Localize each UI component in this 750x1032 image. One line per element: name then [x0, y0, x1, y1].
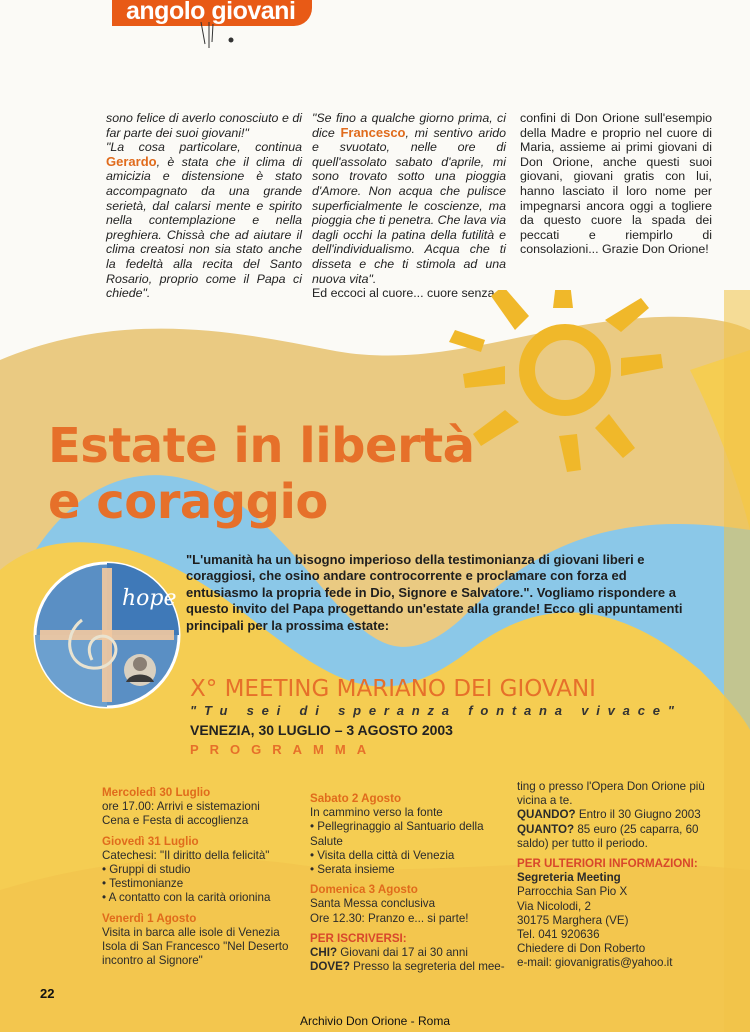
- schedule-line: In cammino verso la fonte: [310, 806, 443, 820]
- article-title-line2: e coraggio: [48, 474, 328, 530]
- meeting-dates: VENEZIA, 30 LUGLIO – 3 AGOSTO 2003: [190, 722, 453, 738]
- registration-heading: PER ISCRIVERSI:: [310, 931, 407, 945]
- schedule-line: Catechesi: "Il diritto della felicità": [102, 848, 270, 862]
- name-francesco: Francesco: [340, 124, 406, 140]
- text-column-3: [520, 111, 712, 257]
- schedule-line: • A contatto con la carità orionina: [102, 891, 271, 905]
- address-line: Via Nicolodi, 2: [517, 899, 591, 913]
- schedule-day: Domenica 3 Agosto: [310, 883, 418, 897]
- address-line: 30175 Marghera (VE): [517, 913, 629, 927]
- price-text-continued: saldo) per tutto il periodo.: [517, 836, 648, 850]
- schedule-column-1: [102, 786, 298, 968]
- schedule-line: Isola di San Francesco "Nel Deserto: [102, 940, 289, 954]
- info-line: ting o presso l'Opera Don Orione più: [517, 780, 705, 793]
- schedule-day: Venerdì 1 Agosto: [102, 911, 197, 925]
- secretary-title: Segreteria Meeting: [517, 871, 621, 885]
- meeting-title: X° MEETING MARIANO DEI GIOVANI: [190, 676, 596, 702]
- info-line: vicina a te.: [517, 794, 573, 808]
- who-text: Giovani dai 17 ai 30 anni: [337, 946, 468, 960]
- address-line: Parrocchia San Pio X: [517, 885, 628, 899]
- logo-word: hope: [122, 586, 177, 611]
- price-text: 85 euro (25 caparra, 60: [574, 822, 699, 836]
- name-gerardo: Gerardo: [106, 153, 157, 169]
- paragraph: Ed eccoci al cuore... cuore senza: [312, 286, 495, 301]
- schedule-line: • Testimonianze: [102, 877, 184, 891]
- splash-decoration: [195, 22, 245, 48]
- intro-quote: "L'umanità ha un bisogno imperioso della testimonianza di giovani liberi e coraggiosi, che osino andare controcorrente e proclamare con forza ed entusiasmo la propria fede in Dio, Signore e Salvatore.". Vogliamo rispondere a questo invito del Papa progettando un'estate alla grande! Ecco gli appuntamenti principali per la prossima estate:: [186, 552, 683, 633]
- page-number: 22: [40, 986, 55, 1001]
- schedule-line: • Gruppi di studio: [102, 863, 191, 877]
- program-label: PROGRAMMA: [190, 742, 378, 757]
- where-text: Presso la segreteria del mee-: [349, 960, 505, 974]
- hope-logo: [32, 560, 182, 710]
- where-label: DOVE?: [310, 960, 350, 974]
- archive-credit: Archivio Don Orione - Roma: [299, 1014, 451, 1028]
- schedule-day: Giovedì 31 Luglio: [102, 834, 199, 848]
- text-column-1: [106, 111, 302, 301]
- schedule-line: • Pellegrinaggio al Santuario della: [310, 820, 484, 834]
- schedule-line: • Visita della città di Venezia: [310, 848, 455, 862]
- paragraph: confini di Don Orione sull'esempio della Madre e proprio nel cuore di Maria, assieme ai primi giovani di Don Orione, anche questi suoi giovani, giovani gratis con lui, hanno lasciato il loro nome per impegnarsi ancora oggi a togliere da questo cuore la spada dei peccati e riempirlo di consolazioni... Grazie Don Orione!: [520, 111, 712, 257]
- schedule-column-2: [310, 792, 508, 974]
- text-span: , mi sentivo arido e svuotato, nelle ore di quell'assolato sabato d'aprile, mi sono trovato sotto una pioggia d'Amore. Non acqua che pulisce superficialmente le coscienze, ma pioggia che ti penetra. Che lava via dagli occhi la patina della futilità e dell'individualismo. Acqua che ti disseta e che ti stimola ad una nuova vita".: [312, 125, 506, 286]
- schedule-line: • Serata insieme: [310, 863, 395, 877]
- schedule-line: Santa Messa conclusiva: [310, 897, 436, 911]
- schedule-line: incontro al Signore": [102, 954, 203, 968]
- schedule-column-3: [517, 780, 717, 971]
- email-line[interactable]: e-mail: giovanigratis@yahoo.it: [517, 956, 673, 970]
- address-line: Chiedere di Don Roberto: [517, 942, 646, 956]
- price-label: QUANTO?: [517, 822, 575, 836]
- info-heading: PER ULTERIORI INFORMAZIONI:: [517, 857, 698, 871]
- text-span: , è stata che il clima di amicizia e distensione è stato accompagnato da una grande serietà, dal calarsi mente e spirito nella contemplazione e nella preghiera. Chissà che ad aiutare il clima creatosi non sia stato anche la fedeltà alla recita del Santo Rosario, proprio come il Papa ci chiede".: [106, 154, 302, 301]
- text-column-2: [312, 111, 506, 301]
- article-title-line1: Estate in libertà: [48, 418, 475, 474]
- phone-line: Tel. 041 920636: [517, 928, 600, 942]
- schedule-day: Mercoledì 30 Luglio: [102, 786, 211, 799]
- paragraph: sono felice di averlo conosciuto e di far parte dei suoi giovani!": [106, 111, 302, 140]
- schedule-day: Sabato 2 Agosto: [310, 792, 402, 805]
- who-label: CHI?: [310, 946, 338, 960]
- article-title: [48, 418, 475, 530]
- text-span: "Se fino a qualche giorno prima, ci dice: [312, 111, 506, 140]
- when-label: QUANDO?: [517, 808, 576, 822]
- schedule-line: ore 17.00: Arrivi e sistemazioni: [102, 800, 260, 814]
- section-title: angolo giovani: [126, 0, 296, 25]
- text-span: "La cosa particolare, continua: [106, 140, 302, 155]
- schedule-line: Salute: [310, 834, 343, 848]
- meeting-motto: "Tu sei di speranza fontana vivace": [190, 703, 682, 718]
- when-text: Entro il 30 Giugno 2003: [575, 808, 701, 822]
- schedule-line: Ore 12.30: Pranzo e... si parte!: [310, 911, 469, 925]
- schedule-line: Cena e Festa di accoglienza: [102, 814, 249, 828]
- schedule-line: Visita in barca alle isole di Venezia: [102, 925, 280, 939]
